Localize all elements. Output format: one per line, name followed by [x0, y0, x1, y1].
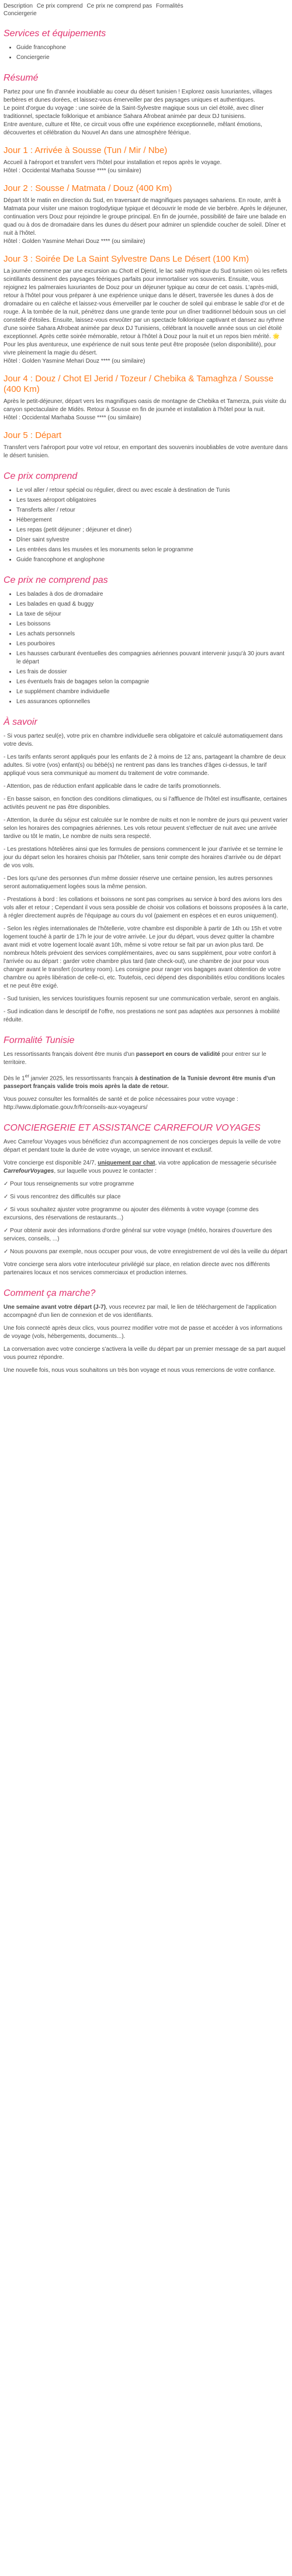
conciergerie-emphasis: uniquement par chat [98, 1160, 155, 1167]
day-hotel: Hôtel : Golden Yasmine Mehari Douz **** (ou similaire) [4, 358, 145, 364]
day-3 [4, 254, 288, 366]
conciergerie-check: ✓ Si vous souhaitez ajuster votre programme ou ajouter des éléments à votre voyage (comme des excursions, des réservations de restaurants...) [4, 1207, 259, 1222]
day-4 [4, 374, 288, 422]
formalite-emphasis: passeport en cours de validité [136, 1051, 220, 1058]
day-text: La journée commence par une excursion au Chott el Djerid, le lac salé mythique du Sud tunisien où les reflets scintillants dessinent des paysages féériques parfaits pour immortaliser vos souvenirs. Ensuite, vous rejoignez les palmeraies luxuriantes de Douz pour un déjeuner typique au cœur de cet oasis. L'après-midi, retour à l'hôtel pour vous préparer à une expérience unique dans le désert, traversée les dunes à dos de dromadaire ou en calèche et laissez-vous émerveiller par le coucher de soleil qui embrase le sable d'or et de rouge. À la tombée de la nuit, pénétrez dans une grande tente pour un dîner traditionnel bédouin sous un ciel constellé d'étoiles. Ensuite, laissez-vous envoûter par un spectacle folklorique captivant et dansez au rythme d'une soirée Sahara Afrobeat animée par deux DJ Tunisiens, célébrant la nouvelle année sous un ciel étoilé exceptionnel. Après cette soirée mémorable, retour à l'hôtel à Douz pour la nuit et un repos bien mérité. 🌟 Pour les plus aventureux, une expérience de nuit sous tente peut être proposée (selon disponibilité), pour vivre pleinement la magie du désert. [4, 268, 287, 356]
formalite-text: janvier 2025, les ressortissants français [29, 1075, 135, 1082]
day-title: Jour 2 : Sousse / Matmata / Douz (400 Km) [4, 183, 172, 193]
day-5 [4, 430, 288, 460]
savoir-paragraph: - Attention, pas de réduction enfant applicable dans le cadre de tarifs promotionnels. [4, 783, 221, 790]
list-item: • Le vol aller / retour spécial ou régulier, direct ou avec escale à destination de Tunis [16, 486, 288, 495]
savoir-paragraph: - Attention, la durée du séjour est calculée sur le nombre de nuits et non le nombre de jours qui peuvent varier selon les horaires des compagnies aériennes. Les vols retour peuvent s'effectuer de nuit avec une arrivée tardive ou tôt le matin, Le nombre de nuits sera respecté. [4, 817, 288, 840]
list-item: • Les boissons [16, 620, 288, 628]
day-title: Jour 5 : Départ [4, 430, 62, 440]
savoir-paragraph: - Si vous partez seul(e), votre prix en chambre individuelle sera obligatoire et calculé automatiquement dans votre devis. [4, 733, 283, 748]
comment-paragraph: La conversation avec votre concierge s'activera la veille du départ par un premier message de sa part auquel vous pourrez répondre. [4, 1346, 286, 1361]
tab-bar [4, 2, 288, 18]
list-item: • Les repas (petit déjeuner ; déjeuner et diner) [16, 526, 288, 534]
list-item: • Guide francophone [16, 44, 288, 52]
formalite-text: pour entrer sur le territoire. [4, 1051, 266, 1066]
day-text: Transfert vers l'aéroport pour votre vol retour, en emportant des souvenirs inoubliables de votre aventure dans le désert tunisien. [4, 444, 288, 459]
day-2 [4, 183, 288, 246]
day-text: Après le petit-déjeuner, départ vers les magnifiques oasis de montagne de Chebika et Tamerza, puis visite du canyon spectaculaire de Midès. Retour à Sousse en fin de journée et installation à l'hôtel pour la nuit. [4, 398, 286, 413]
conciergerie-intro: Avec Carrefour Voyages vous bénéficiez d'un accompagnement de nos concierges depuis la veille de votre départ et pendant toute la durée de votre voyage, un service innovant et exclusif. [4, 1139, 281, 1154]
savoir-paragraph: - Les prestations hôtelières ainsi que les formules de pensions commencent le jour d'arrivée et se termine le jour du départ selon les horaires choisis par l'hôtelier, sans tenir compte des horaires d'arrivée ou de départ de vos vols. [4, 846, 283, 869]
conciergerie-check: ✓ Si vous rencontrez des difficultés sur place [4, 1194, 121, 1201]
list-item: • Dîner saint sylvestre [16, 536, 288, 544]
conciergerie-text: , sur laquelle vous pouvez le contacter : [54, 1168, 157, 1175]
comment-text: , vous recevrez par mail, le lien de téléchargement de l'application accompagné d'un lien de connexion et de vos identifiants. [4, 1304, 277, 1319]
list-item: • Le supplément chambre individuelle [16, 688, 288, 696]
savoir-paragraph: - Sud indication dans le descriptif de l'offre, nos prestations ne sont pas adaptées aux personnes à mobilité réduite. [4, 1009, 280, 1023]
list-item: • Les assurances optionnelles [16, 698, 288, 706]
tab-conciergerie[interactable]: Conciergerie [4, 11, 37, 17]
formalite-title: Formalité Tunisie [4, 1035, 75, 1045]
list-item: • Guide francophone et anglophone [16, 556, 288, 564]
formalite-sup: er [25, 1073, 30, 1079]
list-item: • Les frais de dossier [16, 668, 288, 676]
tab-formalites[interactable]: Formalités [156, 3, 183, 9]
formalite-2025 [4, 1072, 288, 1091]
comment-emphasis: Une semaine avant votre départ (J-7) [4, 1304, 106, 1311]
savoir-paragraph: - Prestations à bord : les collations et boissons ne sont pas comprises au service à bord des avions lors des vols aller et retour ; Cependant il vous sera possible de choisir vos collations et boissons proposées à la carte, à régler directement auprès de l'équipage au cours du vol (paiement en espèces et en euros uniquement). [4, 896, 288, 919]
day-title: Jour 1 : Arrivée à Sousse (Tun / Mir / Nbe) [4, 145, 168, 155]
resume-paragraph: Entre aventure, culture et fête, ce circuit vous offre une expérience exceptionnelle, mêlant émotions, découvertes et célébration du Nouvel An dans une atmosphère féérique. [4, 121, 262, 136]
tab-description[interactable]: Description [4, 3, 33, 9]
conciergerie-availability [4, 1159, 288, 1176]
resume-paragraph: Partez pour une fin d'année inoubliable au coeur du désert tunisien ! Explorez oasis luxuriantes, villages berbères et dunes dorées, et laissez-vous émerveiller par des paysages uniques et authentiques. [4, 89, 272, 103]
tab-excludes[interactable]: Ce prix ne comprend pas [86, 3, 152, 9]
formalite-text: Les ressortissants français doivent être munis d'un [4, 1051, 137, 1058]
list-item: • La taxe de séjour [16, 610, 288, 618]
formalite-emphasis: à destination de la Tunisie devront être munis d'un passeport français valide trois mois après la date de retour. [4, 1075, 276, 1090]
comment-paragraph [4, 1303, 288, 1320]
day-hotel: Hôtel : Occidental Marhaba Sousse **** (ou similaire) [4, 168, 141, 174]
includes-title: Ce prix comprend [4, 471, 78, 481]
conciergerie-text: Votre concierge est disponible 24/7, [4, 1160, 98, 1167]
savoir-paragraph: - Des lors qu'une des personnes d'un même dossier réserve une certaine pension, les autres personnes seront automatiquement logées sous la même pension. [4, 875, 273, 890]
list-item: • Conciergerie [16, 54, 288, 62]
list-item: • Les éventuels frais de bagages selon la compagnie [16, 678, 288, 686]
savoir-title: À savoir [4, 717, 37, 727]
list-item: • Les entrées dans les musées et les monuments selon le programme [16, 546, 288, 554]
resume-title: Résumé [4, 73, 39, 83]
list-item: • Les balades en quad & buggy [16, 600, 288, 609]
list-item: • Les pourboires [16, 640, 288, 648]
list-item: • Les taxes aéroport obligatoires [16, 496, 288, 505]
day-hotel: Hôtel : Occidental Marhaba Sousse **** (ou similaire) [4, 415, 141, 421]
list-item: • Hébergement [16, 516, 288, 524]
list-item: • Les hausses carburant éventuelles des compagnies aériennes pouvant intervenir jusqu'à 30 jours avant le départ [16, 650, 288, 666]
comment-title: Comment ça marche? [4, 1288, 96, 1299]
conciergerie-outro: Votre concierge sera alors votre interlocuteur privilégié sur place, en relation directe avec nos différents partenaires locaux et nos services commerciaux et production internes. [4, 1261, 270, 1277]
app-name: CarrefourVoyages [4, 1168, 54, 1175]
excludes-list [4, 590, 288, 706]
day-hotel: Hôtel : Golden Yasmine Mehari Douz **** (ou similaire) [4, 238, 145, 245]
list-item: • Transferts aller / retour [16, 506, 288, 514]
comment-paragraph: Une nouvelle fois, nous vous souhaitons un très bon voyage et nous vous remercions de votre confiance. [4, 1367, 276, 1374]
conciergerie-check: ✓ Nous pouvons par exemple, nous occuper pour vous, de votre enregistrement de vol dès la veille du départ [4, 1249, 287, 1256]
savoir-body [4, 732, 288, 1024]
day-text: Départ tôt le matin en direction du Sud, en traversant de magnifiques paysages sahariens. En route, arrêt à Matmata pour visiter une maison troglodytique typique et découvrir le mode de vie berbère. Après le déjeuner, continuation vers Douz pour rejoindre le groupe principal. En fin de journée, possibilité de faire une balade en quad ou à dos de dromadaire dans les dunes du désert pour admirer un splendide coucher de soleil. Dîner et nuit à l'hôtel. [4, 197, 287, 237]
resume-paragraph: Le point d'orgue du voyage : une soirée de la Saint-Sylvestre magique sous un ciel étoilé, avec dîner traditionnel, spectacle folklorique et ambiance Sahara Afrobeat animée par deux DJ tunisiens. [4, 105, 264, 120]
savoir-paragraph: - Selon les règles internationales de l'hôtellerie, votre chambre est disponible à partir de 14h ou 15h et votre logement touché à partir de 17h le jour de votre arrivée. Le jour du départ, vous devez quitter la chambre avant midi et votre logement localé avant 10h, même si votre retour se fait par un avion plus tard. De nombreux hôtels prévoient des services complémentaires, avec ou sans supplément, pour votre confort à l'arrivée ou au départ : garder votre chambre plus tard (late check-out), une chambre de jour pour vous changer avant le transfert (courtesy room). Les consigne pour ranger vos bagages avant obtention de votre chambre ou après libération de celle-ci, etc. Toutefois, ceci dépend des disponibilités et/ou conditions locales et ne peut être exigé. [4, 926, 285, 989]
conciergerie-text: , via votre application de messagerie sécurisée [155, 1160, 277, 1167]
list-item: • Les balades à dos de dromadaire [16, 590, 288, 599]
formalite-link[interactable]: Vous pouvez consulter les formalités de santé et de police nécessaires pour votre voyage : http://www.diplomatie.gouv.fr/fr/conseils-aux-voyageurs/ [4, 1096, 238, 1111]
day-title: Jour 3 : Soirée De La Saint Sylvestre Dans Le Désert (100 Km) [4, 254, 249, 264]
conciergerie-check: ✓ Pour obtenir avoir des informations d'ordre général sur votre voyage (météo, horaires d'ouverture des services, conseils, ...) [4, 1228, 272, 1243]
resume-body [4, 88, 288, 137]
excludes-title: Ce prix ne comprend pas [4, 575, 108, 585]
list-item: • Les achats personnels [16, 630, 288, 638]
services-list [4, 44, 288, 62]
day-1 [4, 145, 288, 175]
savoir-paragraph: - En basse saison, en fonction des conditions climatiques, ou si l'affluence de l'hôtel est insuffisante, certaines activités peuvent ne pas être disponibles. [4, 796, 287, 811]
savoir-paragraph: - Sud tunisien, les services touristiques fournis reposent sur une communication verbale, seront en anglais. [4, 996, 280, 1002]
includes-list [4, 486, 288, 564]
day-title: Jour 4 : Douz / Chot El Jerid / Tozeur / Chebika & Tamaghza / Sousse (400 Km) [4, 374, 274, 394]
tab-includes[interactable]: Ce prix comprend [36, 3, 83, 9]
formalite-passport [4, 1051, 288, 1067]
conciergerie-check: ✓ Pour tous renseignements sur votre programme [4, 1181, 134, 1188]
services-title: Services et équipements [4, 29, 106, 39]
savoir-paragraph: - Les tarifs enfants seront appliqués pour les enfants de 2 à moins de 12 ans, partageant la chambre de deux adultes. Si votre (vos) enfant(s) ou bébé(s) ne rentrent pas dans les tranches d'âges ci-dessus, le tarif appliqué vous sera communiqué au moment du traitement de votre commande. [4, 754, 286, 777]
conciergerie-title: CONCIERGERIE ET ASSISTANCE CARREFOUR VOYAGES [4, 1123, 261, 1134]
comment-paragraph: Une fois connecté après deux clics, vous pourrez modifier votre mot de passe et accéder à vos informations de voyage (vols, hébergements, documents...). [4, 1325, 283, 1340]
day-text: Accueil à l'aéroport et transfert vers l'hôtel pour installation et repos après le voyage. [4, 159, 222, 166]
formalite-text: Dès le 1 [4, 1075, 25, 1082]
